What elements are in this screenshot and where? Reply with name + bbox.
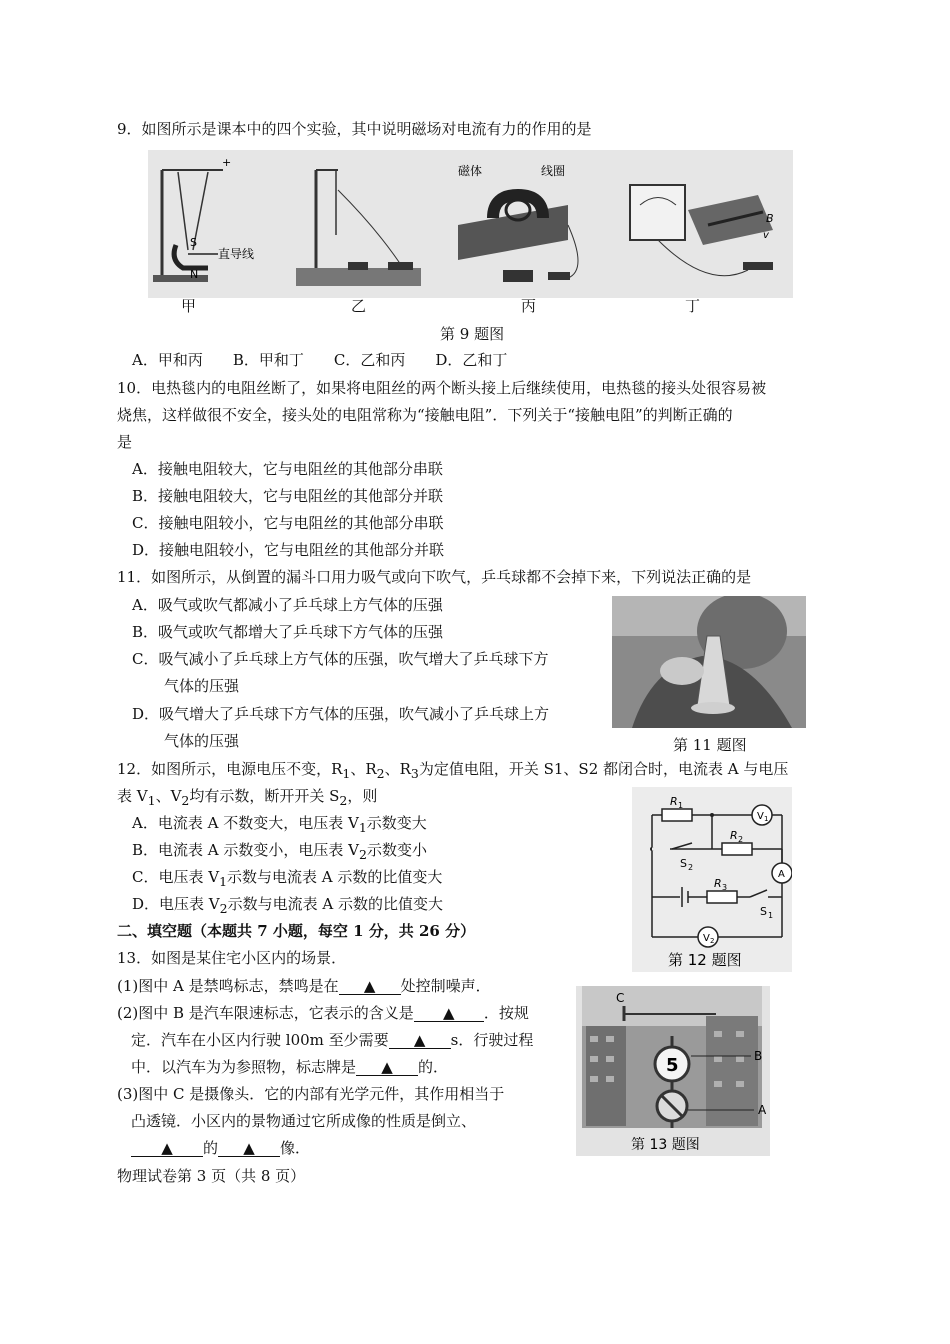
q11-option-b: B．吸气或吹气都增大了乒乓球下方气体的压强 bbox=[132, 623, 444, 641]
q10-option-d: D．接触电阻较小，它与电阻丝的其他部分并联 bbox=[132, 541, 445, 559]
label-s1: S bbox=[760, 905, 767, 918]
q12-option-a: A．电流表 A 不数变大，电压表 $V_1$示数变大 bbox=[132, 814, 427, 835]
q13-blank-2[interactable]: ▲ bbox=[414, 1005, 484, 1022]
q12-option-c: C．电压表 $V_1$示数与电流表 A 示数的比值变大 bbox=[132, 868, 443, 889]
q10-stem-line2: 烧焦，这样做很不安全，接头处的电阻常称为“接触电阻”．下列关于“接触电阻”的判断正确的 bbox=[117, 406, 733, 424]
label-r2: R bbox=[730, 829, 738, 842]
q13-part1: (1)图中 A 是禁鸣标志，禁鸣是在 ▲ 处控制噪声． bbox=[117, 977, 491, 995]
q13-part3-line1: (3)图中 C 是摄像头．它的内部有光学元件，其作用相当于 bbox=[117, 1085, 505, 1103]
label-r3-sub: 3 bbox=[722, 883, 728, 892]
q10-stem-line1: 10．电热毯内的电阻丝断了，如果将电阻丝的两个断头接上后继续使用，电热毯的接头处很容易被 bbox=[117, 379, 767, 397]
q10-option-c: C．接触电阻较小，它与电阻丝的其他部分串联 bbox=[132, 514, 444, 532]
q10-option-a: A．接触电阻较大，它与电阻丝的其他部分串联 bbox=[132, 460, 443, 478]
label-b: B bbox=[754, 1049, 763, 1063]
label-a: A bbox=[778, 869, 785, 880]
label-v2: V bbox=[703, 933, 710, 944]
q13-part2-line2: 定．汽车在小区内行驶 l00m 至少需要 ▲ s．行驶过程 bbox=[131, 1031, 534, 1049]
q11-photo bbox=[612, 596, 806, 728]
q13-blank-3[interactable]: ▲ bbox=[389, 1032, 451, 1049]
q11-caption: 第 11 题图 bbox=[673, 736, 747, 754]
fig-label-bing: 丙 bbox=[521, 297, 537, 315]
q13-part2-line3: 中．以汽车为为参照物，标志牌是 ▲ 的． bbox=[131, 1058, 449, 1076]
q12-circuit bbox=[632, 787, 792, 972]
label-magnet: 磁体 bbox=[458, 164, 483, 178]
label-v: v bbox=[763, 230, 769, 241]
q13-caption: 第 13 题图 bbox=[631, 1137, 700, 1153]
label-r2-sub: 2 bbox=[738, 835, 744, 844]
q13-blank-4[interactable]: ▲ bbox=[356, 1059, 418, 1076]
label-v1-sub: 1 bbox=[764, 815, 769, 823]
q13-photo bbox=[576, 986, 770, 1156]
q12-stem-line1: 12．如图所示，电源电压不变，$R_1$、$R_2$、$R_3$为定值电阻，开关 S1、S2 都闭合时，电流表 A 与电压 bbox=[117, 760, 789, 781]
fig-label-yi: 乙 bbox=[351, 297, 367, 315]
fig-label-jia: 甲 bbox=[181, 297, 197, 315]
q13-blank-6[interactable]: ▲ bbox=[218, 1140, 280, 1157]
label-s2: S bbox=[680, 857, 687, 870]
label-r3: R bbox=[714, 877, 722, 890]
q12-option-b: B．电流表 A 示数变小，电压表 $V_2$示数变小 bbox=[132, 841, 427, 862]
label-c: C bbox=[616, 991, 625, 1005]
speed-limit-number: 5 bbox=[666, 1055, 679, 1076]
q13-stem: 13．如图是某住宅小区内的场景． bbox=[117, 949, 347, 967]
q11-option-d: D．吸气增大了乒乓球下方气体的压强，吹气减小了乒乓球上方 bbox=[132, 705, 550, 723]
label-v1: V bbox=[757, 811, 764, 822]
label-n: N bbox=[190, 268, 199, 281]
q12-stem-line2: 表 $V_1$、$V_2$均有示数，断开开关 $S_2$，则 bbox=[117, 787, 378, 808]
q13-part3-line3: ▲ 的 ▲ 像． bbox=[131, 1138, 310, 1158]
fig-label-ding: 丁 bbox=[685, 297, 701, 315]
q9-options: A．甲和丙 B．甲和丁 C．乙和丙 D．乙和丁 bbox=[132, 351, 508, 369]
q13-part2-line1: (2)图中 B 是汽车限速标志，它表示的含义是 ▲ ．按规 bbox=[117, 1004, 529, 1022]
q9-figure bbox=[148, 150, 793, 298]
label-wire: 直导线 bbox=[218, 247, 255, 261]
label-plus: + bbox=[222, 156, 232, 169]
q13-part3-line2: 凸透镜．小区内的景物通过它所成像的性质是倒立、 bbox=[131, 1112, 477, 1130]
q13-blank-5[interactable]: ▲ bbox=[131, 1140, 203, 1157]
q9-caption: 第 9 题图 bbox=[440, 325, 505, 343]
q11-option-c-cont: 气体的压强 bbox=[164, 677, 240, 695]
q9-stem: 9．如图所示是课本中的四个实验，其中说明磁场对电流有力的作用的是 bbox=[117, 120, 592, 138]
label-s: S bbox=[190, 236, 197, 249]
q10-option-b: B．接触电阻较大，它与电阻丝的其他部分并联 bbox=[132, 487, 444, 505]
q10-stem-line3: 是 bbox=[117, 433, 133, 451]
label-b: B bbox=[766, 212, 774, 225]
label-r1: R bbox=[670, 795, 678, 808]
q11-stem: 11．如图所示，从倒置的漏斗口用力吸气或向下吹气，乒乓球都不会掉下来，下列说法正确的是 bbox=[117, 568, 752, 586]
label-r1-sub: 1 bbox=[678, 801, 684, 810]
page-footer: 物理试卷第 3 页（共 8 页） bbox=[117, 1167, 306, 1185]
label-coil: 线圈 bbox=[541, 164, 566, 178]
label-a: A bbox=[758, 1103, 767, 1117]
label-s1-sub: 1 bbox=[768, 911, 774, 920]
q12-caption: 第 12 题图 bbox=[668, 951, 742, 969]
q11-option-c: C．吸气减小了乒乓球上方气体的压强，吹气增大了乒乓球下方 bbox=[132, 650, 549, 668]
q13-blank-1[interactable]: ▲ bbox=[339, 978, 401, 995]
label-s2-sub: 2 bbox=[688, 863, 694, 872]
q11-option-d-cont: 气体的压强 bbox=[164, 732, 240, 750]
section2-title: 二、填空题（本题共 7 小题，每空 1 分，共 26 分） bbox=[117, 922, 476, 940]
label-v2-sub: 2 bbox=[710, 937, 715, 945]
q11-option-a: A．吸气或吹气都减小了乒乓球上方气体的压强 bbox=[132, 596, 443, 614]
q12-option-d: D．电压表 $V_2$示数与电流表 A 示数的比值变大 bbox=[132, 895, 443, 916]
